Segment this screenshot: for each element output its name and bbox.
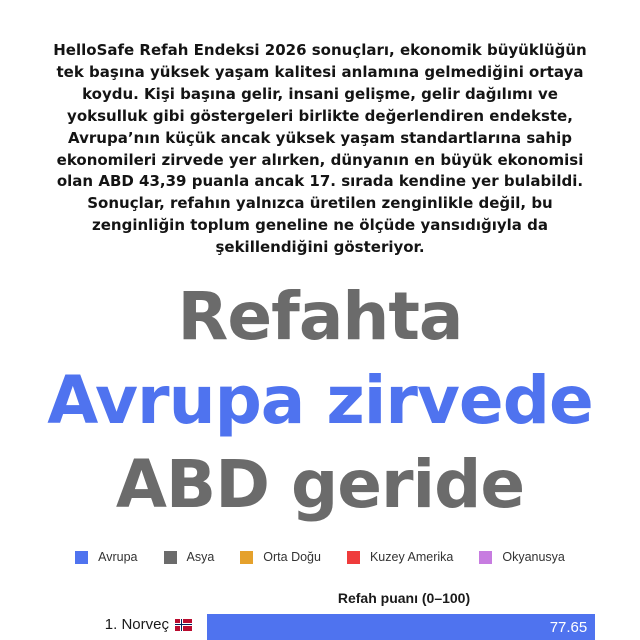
legend-item	[75, 550, 137, 564]
legend-label: Orta Doğu	[263, 550, 321, 564]
legend-swatch	[479, 551, 492, 564]
legend-label: Asya	[186, 550, 215, 564]
chart-axis-title: Refah puanı (0–100)	[337, 590, 471, 606]
bar-category-text: 1. Norveç	[104, 616, 169, 633]
legend-item	[240, 550, 321, 564]
bar-category-label	[105, 616, 192, 633]
flag-norway-icon	[175, 619, 192, 631]
legend-swatch	[164, 551, 177, 564]
headline-line-1: Refahta	[177, 278, 463, 355]
legend-label: Avrupa	[98, 550, 138, 564]
legend-item	[164, 550, 215, 564]
legend-swatch	[347, 551, 360, 564]
headline-line-2: Avrupa zirvede	[47, 362, 593, 439]
bar-value-label: 77.65	[549, 619, 588, 636]
legend-item	[347, 550, 453, 564]
chart-legend	[0, 550, 640, 564]
headline-line-3: ABD geride	[115, 446, 525, 523]
legend-label: Kuzey Amerika	[369, 550, 454, 564]
legend-swatch	[240, 551, 253, 564]
legend-label: Okyanusya	[502, 550, 565, 564]
intro-paragraph: HelloSafe Refah Endeksi 2026 sonuçları, ekonomik büyüklüğün tek başına yüksek yaşam kalitesi anlamına gelmediğini ortaya koydu. Kişi başına gelir, insani gelişme, gelir dağılımı ve yoksulluk gibi göstergeleri birlikte değerlendiren endekste, Avrupa’nın küçük ancak yüksek yaşam standartlarına sahip ekonomileri zirvede yer alırken, dünyanın en büyük ekonomisi olan ABD 43,39 puanla ancak 17. sırada kendine yer bulabildi. Sonuçlar, refahın yalnızca üretilen zenginlikle değil, bu zenginliğin toplum geneline ne ölçüde yansıdığıyla da şekillendiğini gösteriyor.	[53, 41, 587, 257]
legend-item	[479, 550, 565, 564]
legend-swatch	[75, 551, 88, 564]
